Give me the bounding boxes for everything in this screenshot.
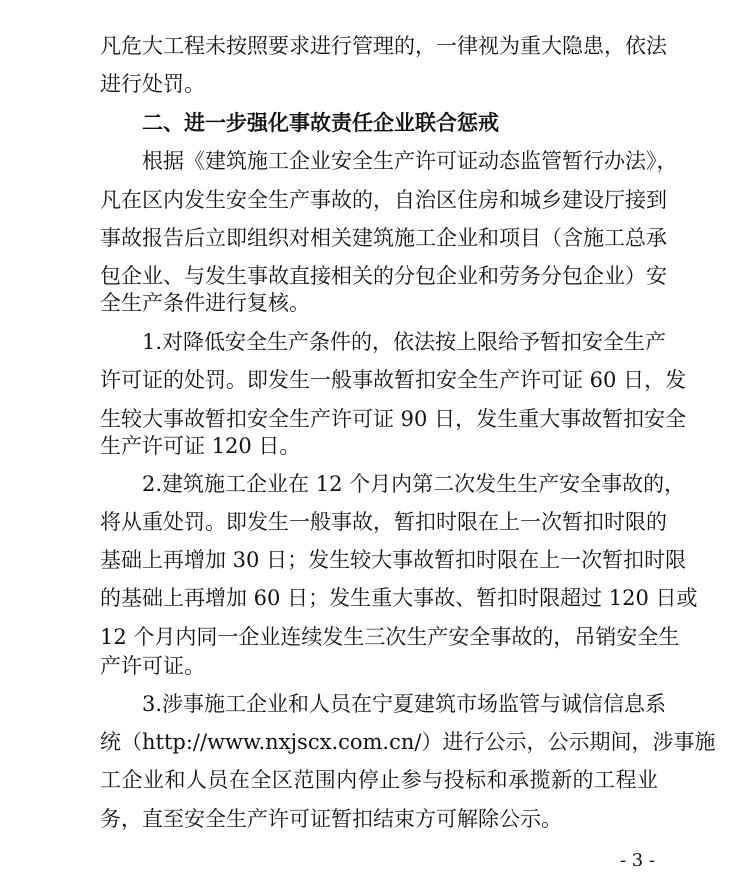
paragraph-line: 基础上再增加 30 日；发生较大事故暂扣时限在上一次暂扣时限 [100, 548, 687, 572]
paragraph-line: 进行处罚。 [100, 72, 205, 96]
paragraph-line: 全生产条件进行复核。 [100, 291, 310, 315]
paragraph-line: 包企业、与发生事故直接相关的分包企业和劳务分包企业）安 [100, 264, 667, 288]
section-heading: 二、进一步强化事故责任企业联合惩戒 [142, 111, 499, 135]
paragraph-line: 3.涉事施工企业和人员在宁夏建筑市场监管与诚信信息系 [142, 692, 667, 716]
paragraph-line: 事故报告后立即组织对相关建筑施工企业和项目（含施工总承 [100, 226, 667, 250]
paragraph-line: 统（http://www.nxjscx.com.cn/）进行公示，公示期间，涉事施 [100, 730, 716, 754]
paragraph-line: 12 个月内同一企业连续发生三次生产安全事故的，吊销安全生 [100, 625, 680, 649]
paragraph-line: 产许可证。 [100, 654, 205, 678]
paragraph-line: 1.对降低安全生产条件的，依法按上限给予暂扣安全生产 [142, 330, 667, 354]
paragraph-line: 的基础上再增加 60 日；发生重大事故、暂扣时限超过 120 日或 [100, 586, 698, 610]
paragraph-line: 生较大事故暂扣安全生产许可证 90 日，发生重大事故暂扣安全 [100, 407, 687, 431]
page-number: - 3 - [619, 850, 655, 871]
paragraph-line: 将从重处罚。即发生一般事故，暂扣时限在上一次暂扣时限的 [100, 510, 667, 534]
paragraph-line: 务，直至安全生产许可证暂扣结束方可解除公示。 [100, 807, 562, 831]
paragraph-line: 凡危大工程未按照要求进行管理的，一律视为重大隐患，依法 [100, 34, 667, 58]
paragraph-line: 工企业和人员在全区范围内停止参与投标和承揽新的工程业 [100, 768, 658, 792]
paragraph-line: 许可证的处罚。即发生一般事故暂扣安全生产许可证 60 日，发 [100, 368, 687, 392]
paragraph-line: 根据《建筑施工企业安全生产许可证动态监管暂行办法》， [142, 149, 678, 173]
paragraph-line: 2.建筑施工企业在 12 个月内第二次发生生产安全事故的， [142, 472, 686, 496]
paragraph-line: 生产许可证 120 日。 [100, 434, 301, 458]
paragraph-line: 凡在区内发生安全生产事故的，自治区住房和城乡建设厅接到 [100, 188, 667, 212]
